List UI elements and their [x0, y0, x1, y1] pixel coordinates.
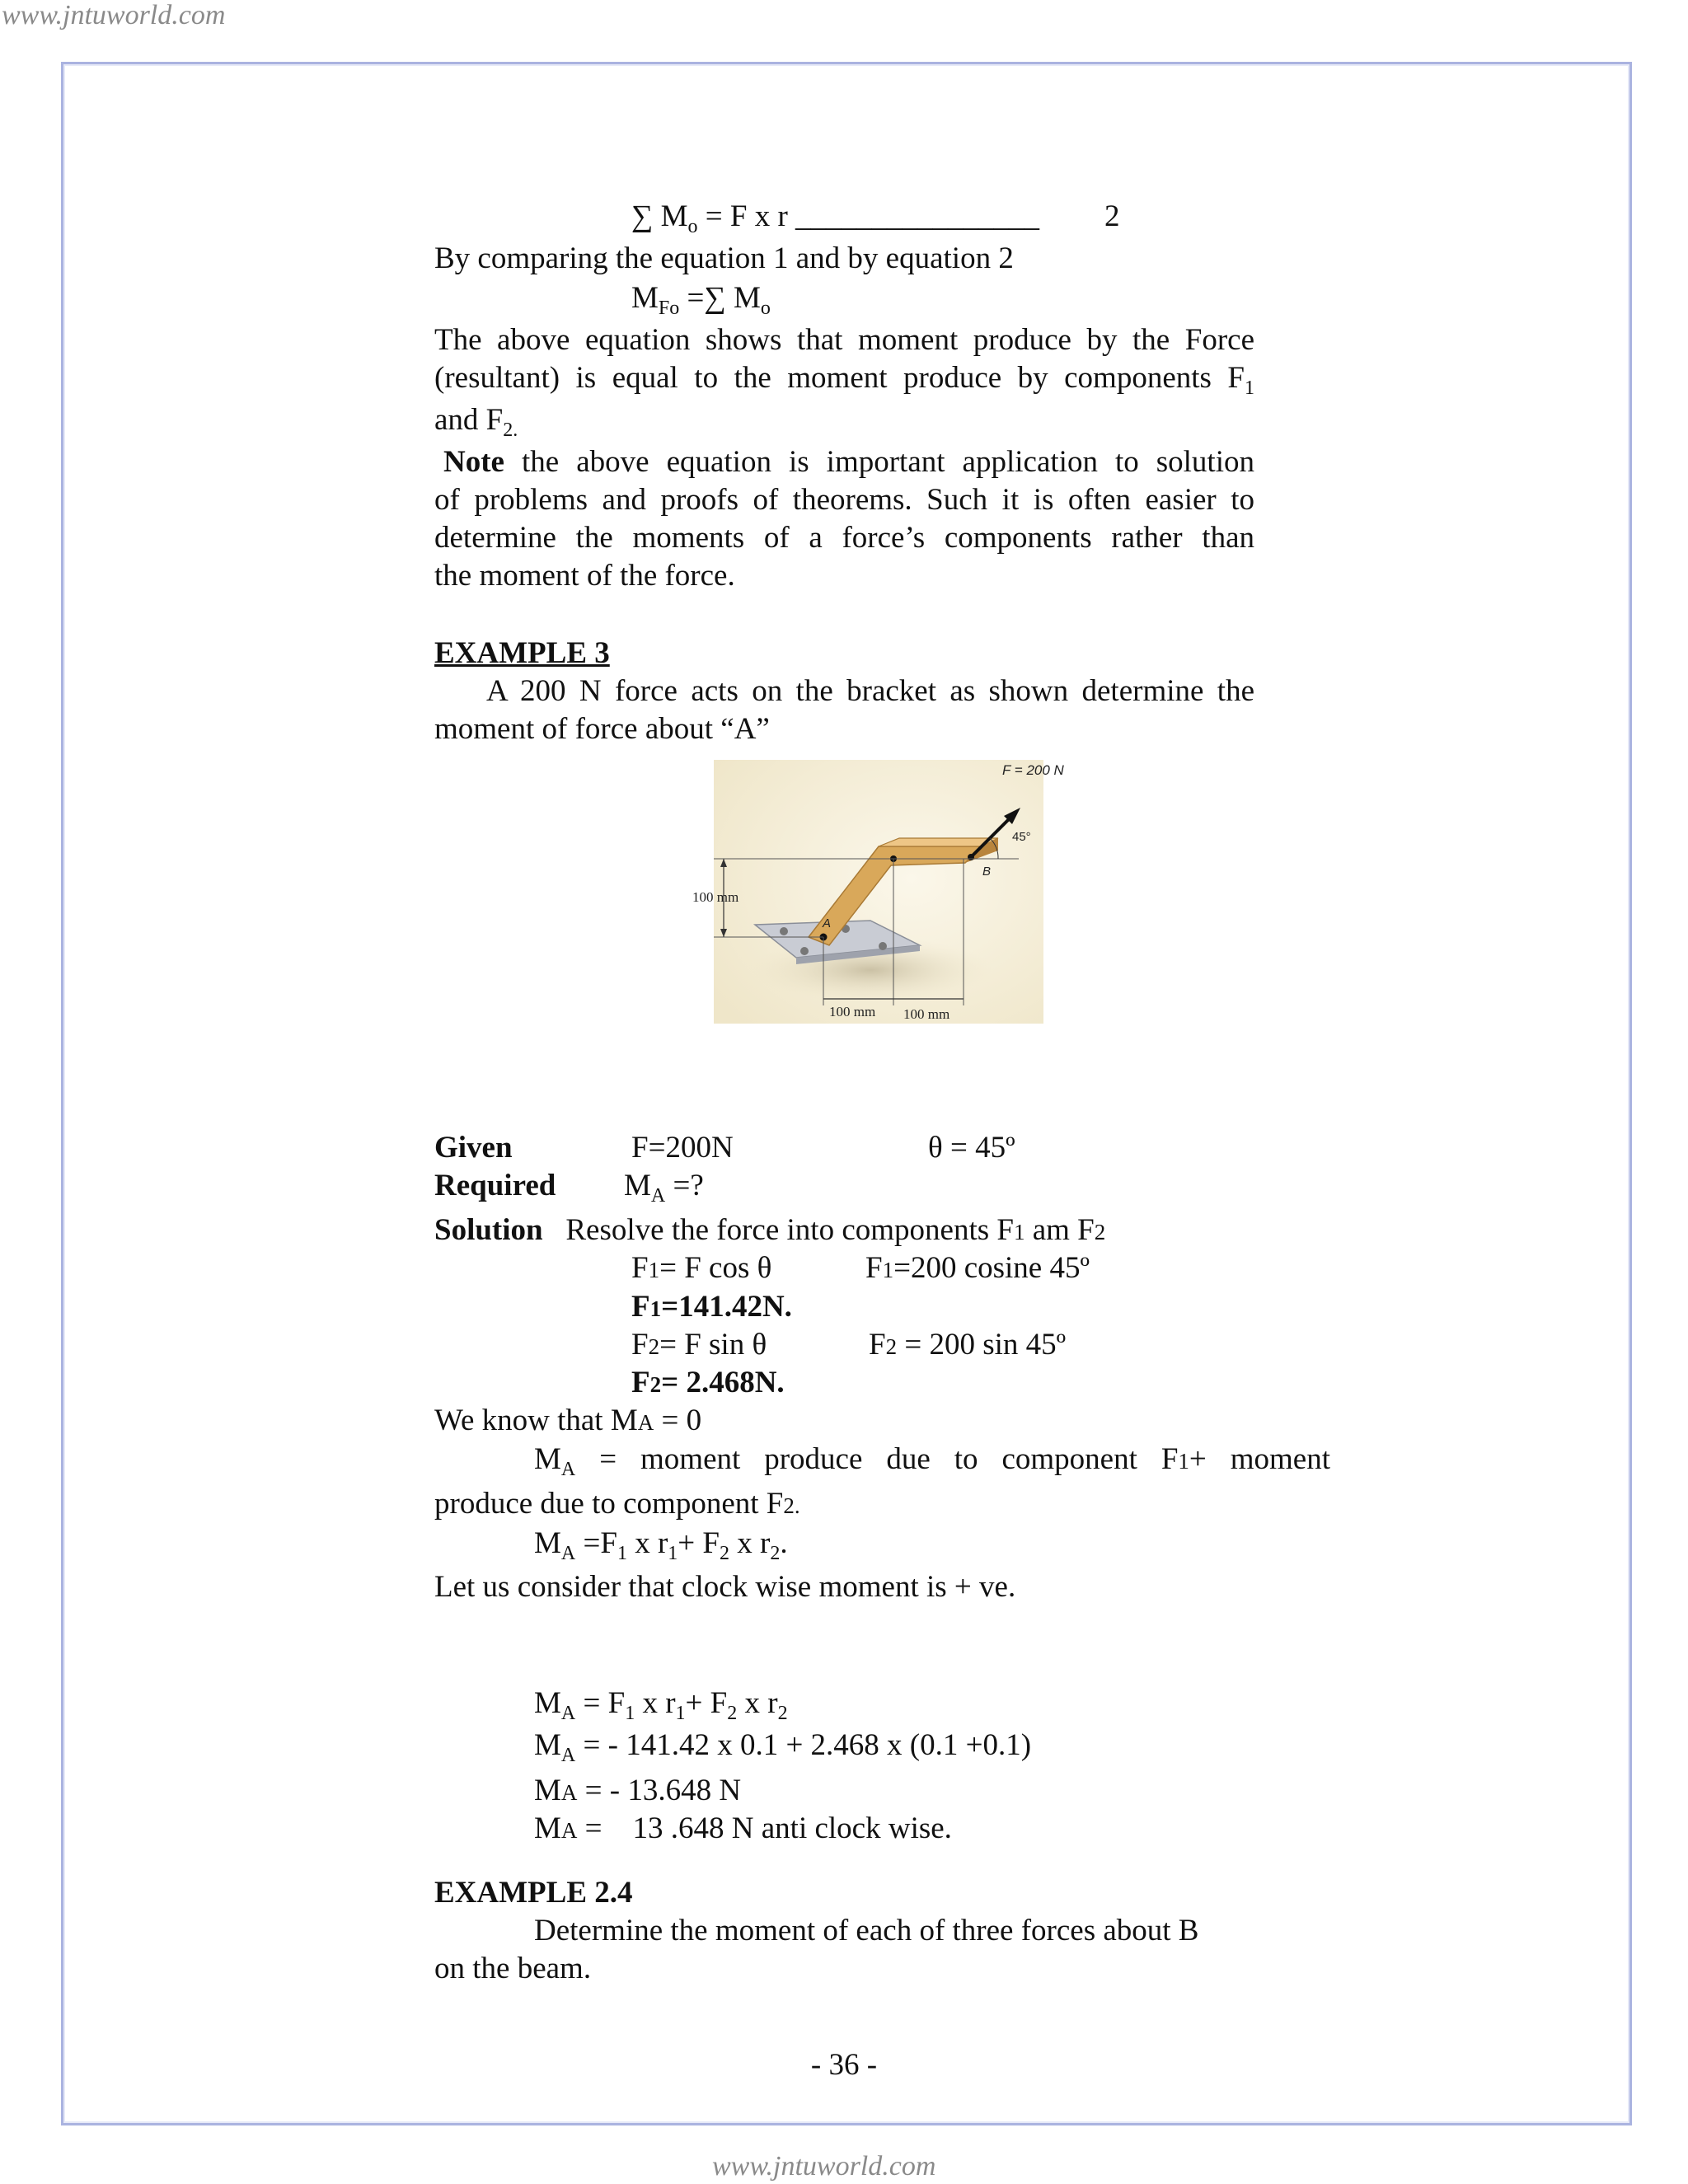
calc-line: $M_A$ = - 141.42 x 0.1 + 2.468 x (0.1 +0.1): [534, 1728, 1032, 1766]
dimension-label-h1: 100 mm: [829, 1004, 876, 1019]
f2-formula: F2= F sin θ: [631, 1328, 767, 1361]
dimension-label-vertical: 100 mm: [692, 889, 739, 905]
bolt: [800, 947, 809, 955]
mfo-equation: $M_{Fo}$ =∑ $M_o$: [631, 281, 771, 319]
example-3-text: moment of force about “A”: [434, 712, 770, 746]
given-angle: θ = 45º: [928, 1131, 1015, 1165]
bolt: [879, 942, 887, 950]
point-a-label: A: [823, 916, 832, 930]
bolt: [780, 927, 788, 935]
required-value: $M_A$ =?: [624, 1169, 704, 1207]
dimension-label-h2: 100 mm: [903, 1006, 950, 1022]
force-label: F = 200 N: [1002, 762, 1064, 778]
moment-equation: $M_A =F_1$ x $r_1+ F_2$ x $r_2$.: [534, 1526, 788, 1564]
solution-line: Solution Resolve the force into components F1 am F2: [434, 1213, 1106, 1247]
calc-result: MA = 13 .648 N anti clock wise.: [534, 1811, 952, 1845]
paragraph-line: (resultant) is equal to the moment produce by components $F_1$: [434, 361, 1254, 399]
bracket-figure: [692, 760, 1064, 1024]
f1-formula: F1= F cos θ: [631, 1251, 772, 1285]
note-line: of problems and proofs of theorems. Such it is often easier to: [434, 483, 1254, 517]
required-label: Required: [434, 1169, 556, 1202]
example-2-4-text: on the beam.: [434, 1952, 592, 1985]
example-2-4-text: Determine the moment of each of three forces about B: [534, 1914, 1199, 1947]
equation-number: 2: [1104, 199, 1120, 233]
angle-label: 45°: [1012, 830, 1031, 844]
note-line: Note the above equation is important application to solution: [443, 445, 1254, 479]
given-force: F=200N: [631, 1131, 734, 1165]
paragraph-line: The above equation shows that moment produce by the Force: [434, 323, 1254, 357]
sign-convention: Let us consider that clock wise moment is + ve.: [434, 1570, 1016, 1604]
bracket-top: [879, 838, 998, 846]
point-b-label: B: [982, 865, 992, 879]
f2-substitution: F2 = 200 sin 45º: [869, 1328, 1067, 1361]
calc-line: MA = - 13.648 N: [534, 1774, 742, 1807]
note-line: determine the moments of a force’s components rather than: [434, 521, 1254, 555]
watermark-bottom: www.jntuworld.com: [712, 2151, 936, 2182]
know-line: We know that MA = 0: [434, 1404, 702, 1437]
f1-result: F1=141.42N.: [631, 1290, 792, 1324]
example-2-4-heading: EXAMPLE 2.4: [434, 1876, 633, 1910]
moment-definition: $M_A$ = moment produce due to component F1+ moment: [534, 1442, 1330, 1480]
compare-text: By comparing the equation 1 and by equation 2: [434, 241, 1014, 275]
paragraph-line: and $F_{2.}$: [434, 403, 518, 441]
f1-substitution: F1=200 cosine 45º: [865, 1251, 1090, 1285]
watermark-top: www.jntuworld.com: [2, 0, 226, 30]
example-3-text: A 200 N force acts on the bracket as shown determine the: [486, 674, 1254, 708]
f2-result: F2= 2.468N.: [631, 1366, 785, 1399]
moment-definition-cont: produce due to component F2.: [434, 1487, 800, 1521]
equation-2: ∑ $M_o = F$ x r ________________: [631, 199, 1040, 237]
example-3-heading: EXAMPLE 3: [434, 636, 610, 670]
given-label: Given: [434, 1131, 513, 1165]
calc-line: $M_A = F_1$ x $r_1+ F_2$ x $r_2$: [534, 1686, 788, 1724]
page-number: - 36 -: [810, 2048, 878, 2082]
note-line: the moment of the force.: [434, 559, 735, 593]
